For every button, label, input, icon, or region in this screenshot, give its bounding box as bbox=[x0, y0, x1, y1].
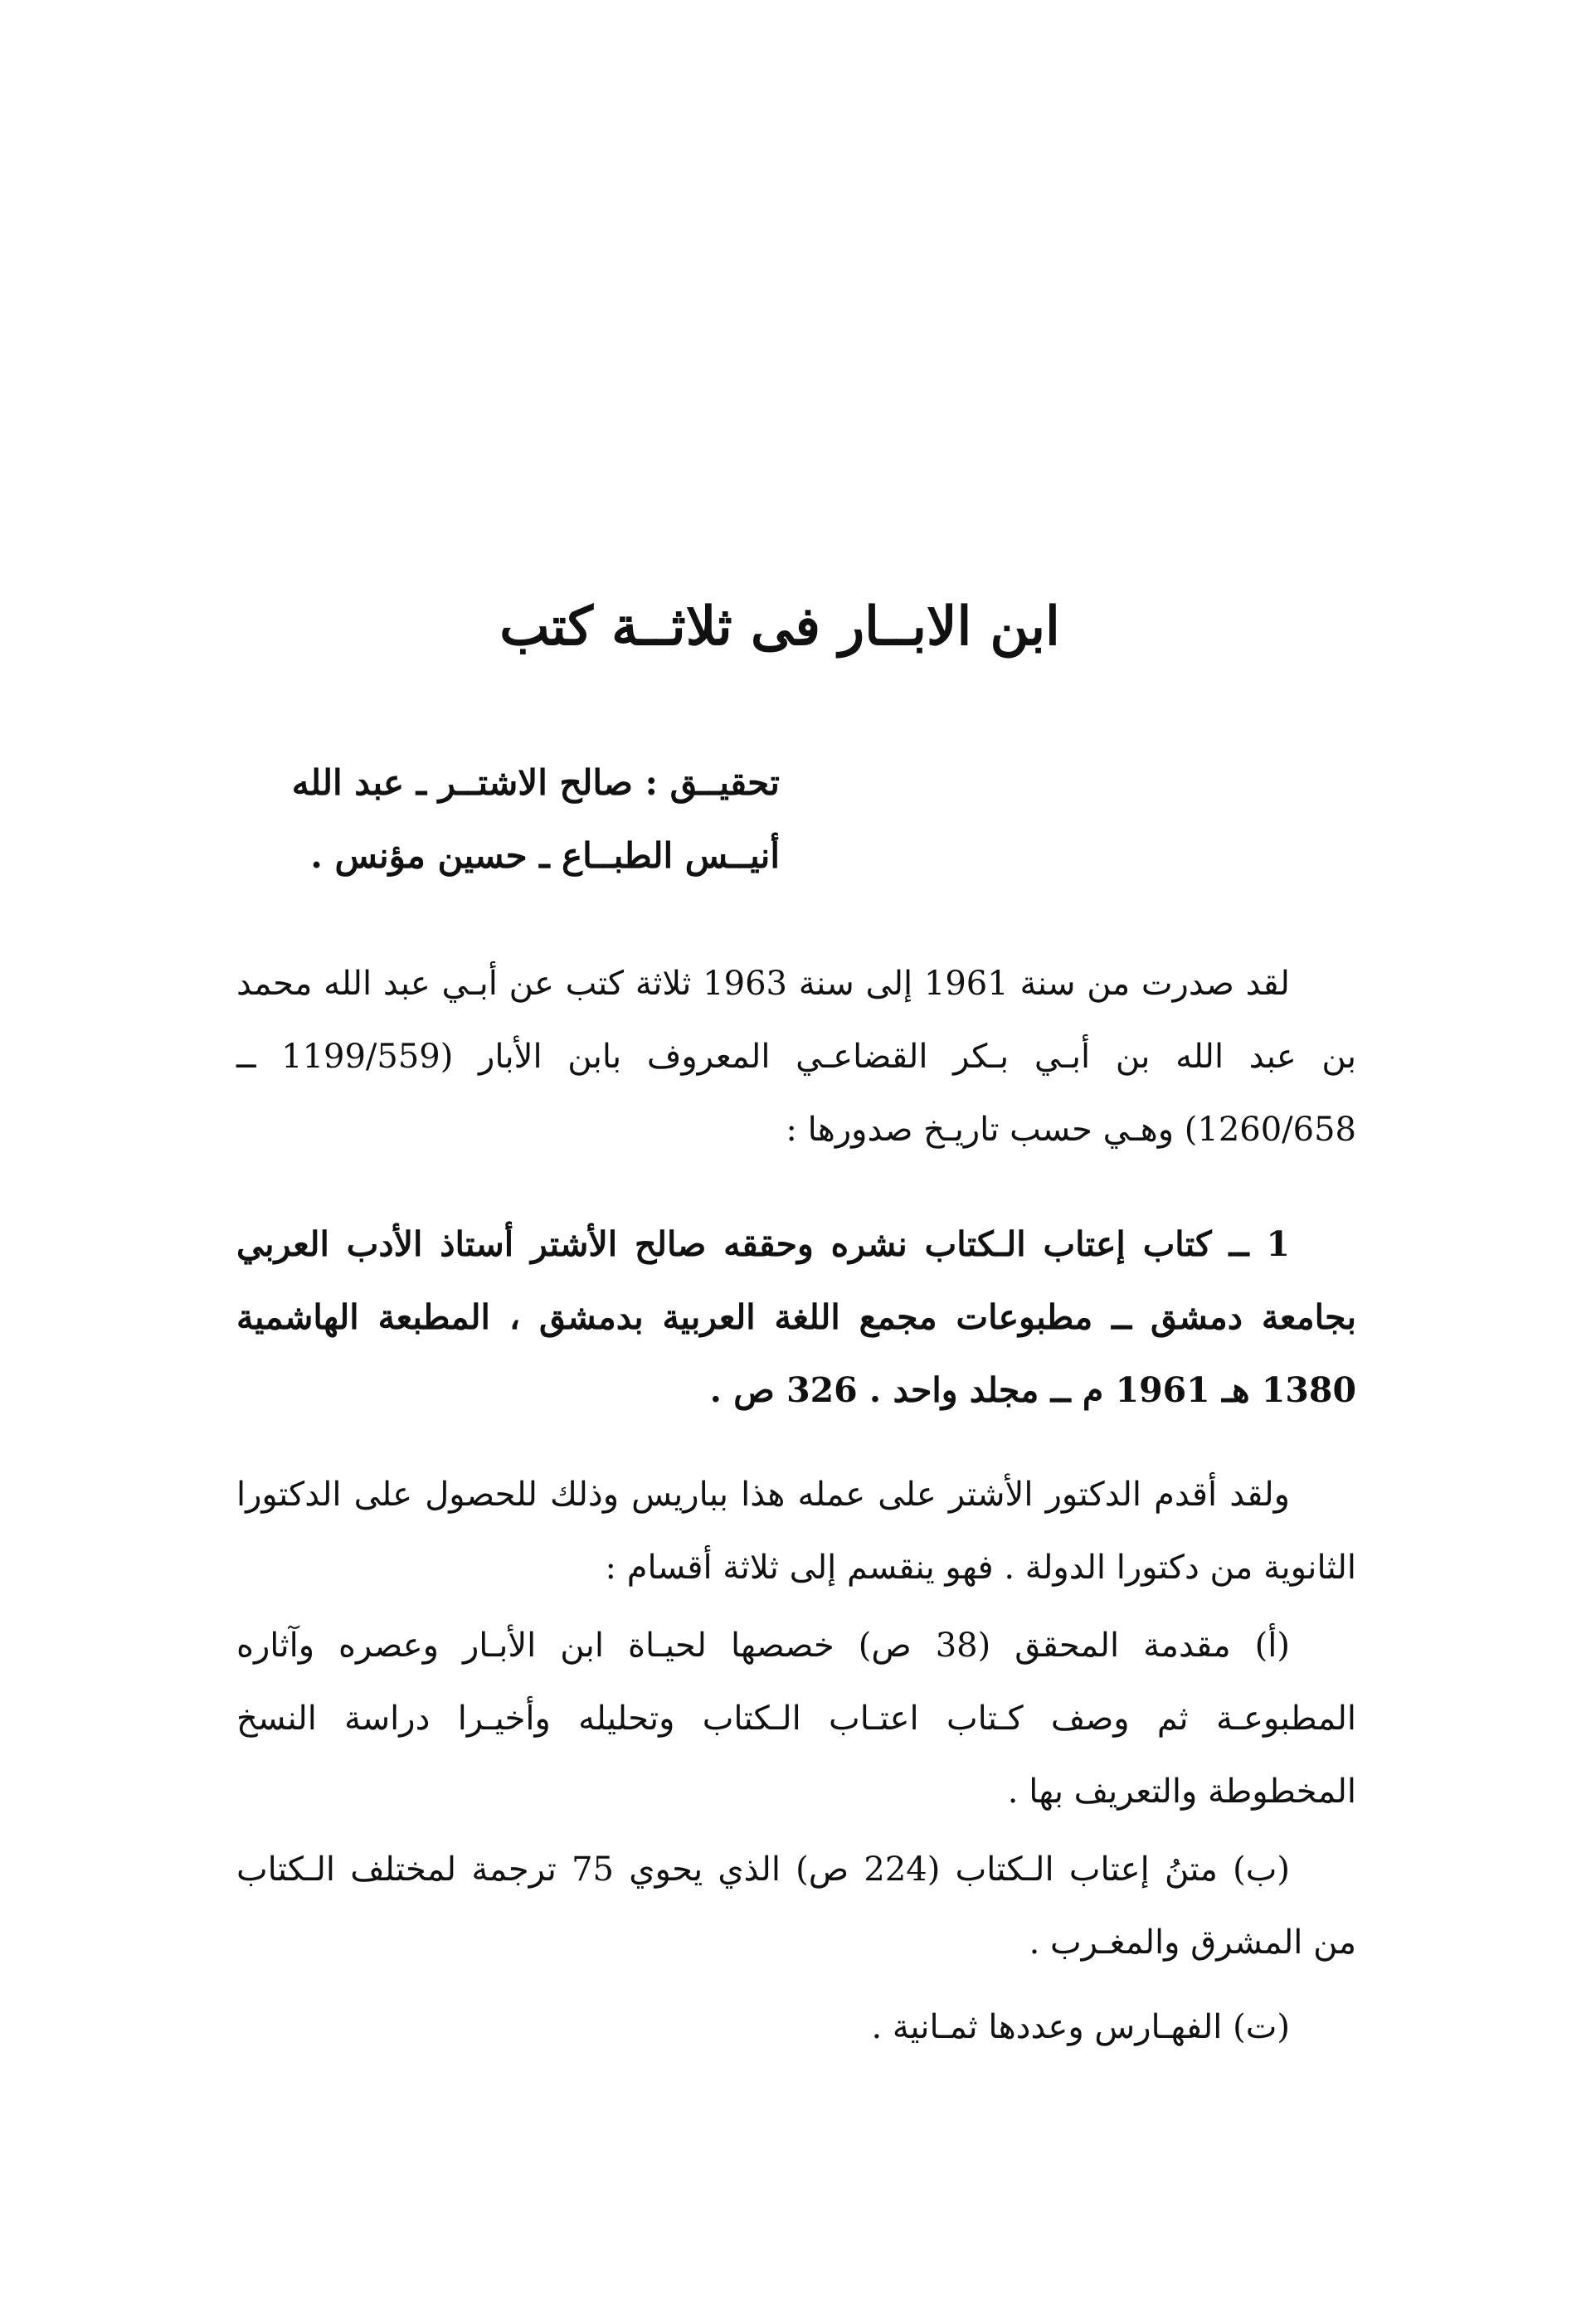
note-paragraph: ولقد أقدم الدكتور الأشتر على عمله هذا بباريس وذلك للحصول على الدكتورا الثانوية من دكتورا الدولة . فهو ينقسم إلى ثلاثة أقسام : bbox=[236, 1476, 1356, 1587]
part-c-paragraph: (ت) الفهـارس وعددها ثمـانية . bbox=[871, 2008, 1290, 2046]
editors-line-2: أنيــس الطبــاع ـ حسين مؤنس . bbox=[310, 835, 780, 876]
editors-block bbox=[224, 746, 780, 892]
part-a-paragraph: (أ) مقدمة المحقق (38 ص) خصصها لحيـاة ابن الأبـار وعصره وآثاره المطبوعـة ثم وصف كـتاب اعتـاب الـكتاب وتحليله وأخيـرا دراسة النسخ المخطوطة والتعريف بها . bbox=[236, 1627, 1356, 1811]
book-1-paragraph: 1 ــ كتاب إعتاب الـكتاب نشره وحققه صالح الأشتر أستاذ الأدب العربي بجامعة دمشق ــ مطبوعات مجمع اللغة العربية بدمشق ، المطبعة الهاشمية 1380 هـ 1961 م ــ مجلد واحد . 326 ص . bbox=[236, 1224, 1356, 1410]
intro-paragraph: لقد صدرت من سنة 1961 إلى سنة 1963 ثلاثة كتب عن أبـي عبد الله محمد بن عبد الله بن أبـي بـكر القضاعـي المعروف بابن الأبار (1199/559 ــ 1260/658) وهـي حسب تاريـخ صدورها : bbox=[236, 965, 1356, 1149]
page-title: ابن الابــار فى ثلاثــة كتب bbox=[499, 596, 1060, 658]
part-b-paragraph: (ب) متنُ إعتاب الـكتاب (224 ص) الذي يحوي 75 ترجمة لمختلف الـكتاب من المشرق والمغـرب . bbox=[236, 1850, 1356, 1962]
editors-line-1: تحقيــق : صالح الاشتــر ـ عبد الله bbox=[291, 762, 780, 803]
